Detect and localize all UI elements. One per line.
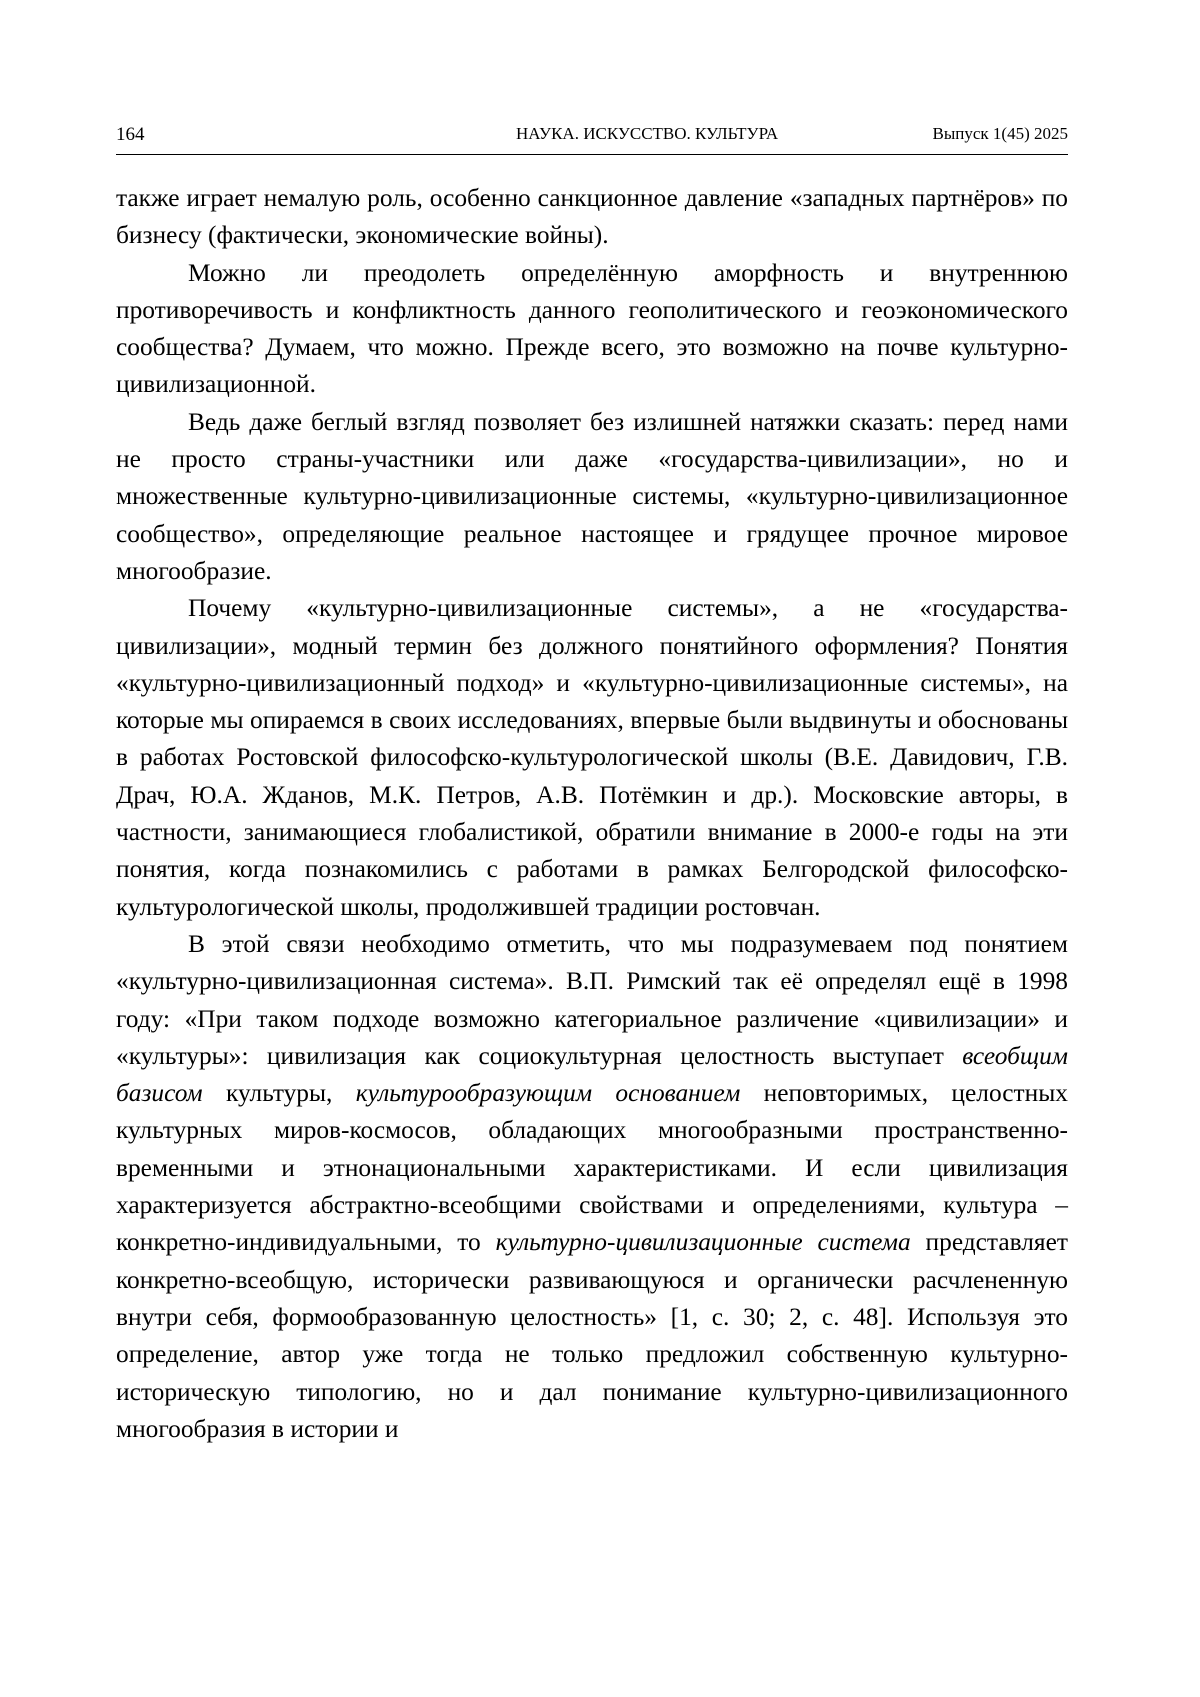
paragraph-text: Почему «культурно-цивилизационные системы», а не «государства-цивилизации», модный термин без должного понятийного оформления? Понятия «культурно-цивилизационный подход» и «культурно-цивилизационные системы», на которые мы опираемся в своих исследованиях, впервые были выдвинуты и обоснованы в работах Ростовской философско-культурологической школы (В.Е. Давидович, Г.В. Драч, Ю.А. Жданов, М.К. Петров, А.В. Потёмкин и др.). Московские авторы, в частности, занимающиеся глобалистикой, обратили внимание в 2000-е годы на эти понятия, когда познакомились с работами в рамках Белгородской философско-культурологической школы, продолжившей традиции ростовчан.: [116, 594, 1068, 920]
issue-info: Выпуск 1(45) 2025: [933, 124, 1069, 144]
paragraph-4: [116, 590, 1068, 926]
italic-term-universal-basis: всеобщим базисом: [116, 1042, 1068, 1107]
paragraph-text: культуры,: [203, 1079, 356, 1107]
paragraph-2: [116, 255, 1068, 404]
paragraph-text: также играет немалую роль, особенно санкционное давление «западных партнёров» по бизнесу (фактически, экономические войны).: [116, 184, 1068, 249]
journal-title: НАУКА. ИСКУССТВО. КУЛЬТУРА: [516, 124, 778, 144]
paragraph-3: [116, 404, 1068, 590]
paragraph-text: представляет конкретно-всеобщую, исторически развивающуюся и органически расчлененную внутри себя, формообразованную целостность» [1, с. 30; 2, с. 48]. Используя это определение, автор уже тогда не только предложил собственную культурно-историческую типологию, но и дал понимание культурно-цивилизационного многообразия в истории и: [116, 1228, 1068, 1442]
paragraph-5: [116, 926, 1068, 1448]
paragraph-1: [116, 180, 1068, 255]
paragraph-text: Ведь даже беглый взгляд позволяет без излишней натяжки сказать: перед нами не просто страны-участники или даже «государства-цивилизации», но и множественные культурно-цивилизационные системы, «культурно-цивилизационное сообщество», определяющие реальное настоящее и грядущее прочное мировое многообразие.: [116, 408, 1068, 585]
italic-term-cultural-civilizational-system: культурно-цивилизационные система: [496, 1228, 911, 1256]
page-number: 164: [116, 124, 145, 146]
paragraph-text: неповторимых, целостных культурных миров-космосов, обладающих многообразными пространственно-временными и этнонациональными характеристиками. И если цивилизация характеризуется абстрактно-всеобщими свойствами и определениями, культура – конкретно-индивидуальными, то: [116, 1079, 1068, 1256]
paragraph-text: В этой связи необходимо отметить, что мы подразумеваем под понятием «культурно-цивилизационная система». В.П. Римский так её определял ещё в 1998 году: «При таком подходе возможно категориальное различение «цивилизации» и «культуры»: цивилизация как социокультурная целостность выступает: [116, 930, 1068, 1070]
paragraph-text: Можно ли преодолеть определённую аморфность и внутреннюю противоречивость и конфликтность данного геополитического и геоэкономического сообщества? Думаем, что можно. Прежде всего, это возможно на почве культурно-цивилизационной.: [116, 259, 1068, 399]
italic-term-culture-forming-basis: культурообразующим основанием: [356, 1079, 741, 1107]
running-head: [116, 120, 1068, 155]
article-body: [116, 180, 1068, 1448]
